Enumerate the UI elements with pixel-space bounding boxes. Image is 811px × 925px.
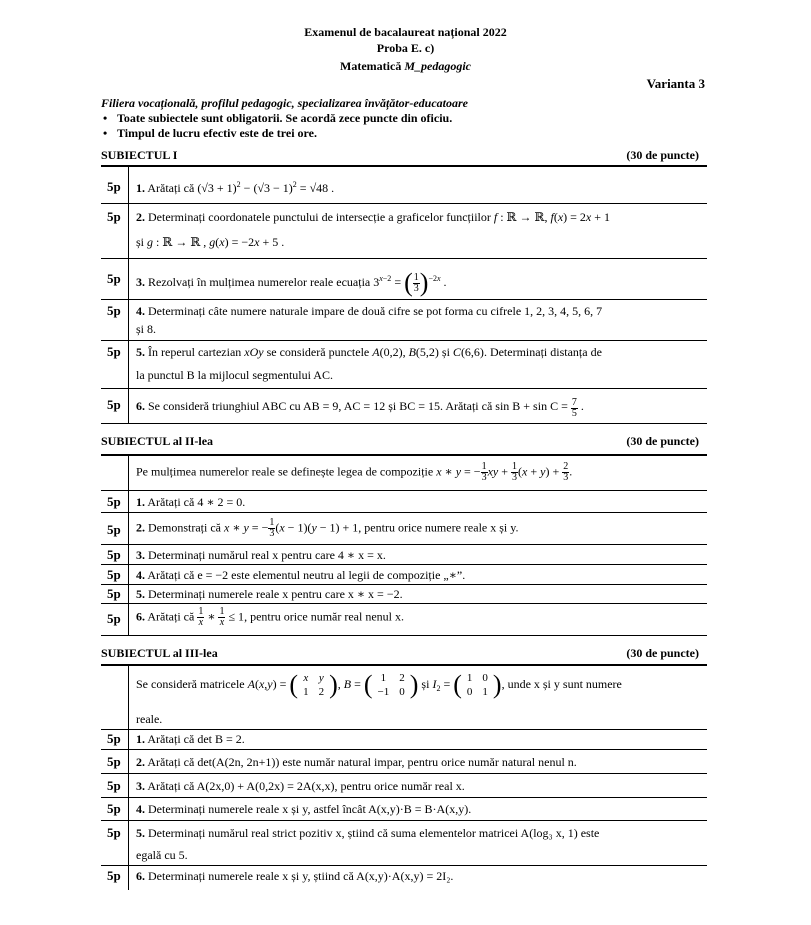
s2-q4-points: 5p	[107, 567, 121, 582]
filiera-text: Filiera vocațională, profilul pedagogic, specializarea învățător-educatoare	[101, 96, 468, 110]
subject-prefix: Matematică	[340, 59, 405, 73]
s1-q3: 3. Rezolvați în mulțimea numerelor reale ecuația $3^{x-2}$ = ( $\frac{1}{3}$ )$^{-2x}$ .	[136, 268, 447, 297]
s2-q1-num: 1.	[136, 495, 145, 509]
s3-intro-tail: , unde x și y sunt numere	[501, 676, 622, 691]
s2-rule-5	[101, 603, 707, 604]
s3-q1	[136, 732, 245, 747]
s2-rule-end	[101, 635, 707, 636]
s1-q1-formula: $(√3 + 1)^2 - (√3 - 1)^2 = √48$ .	[197, 180, 335, 195]
bullet-2-text: Timpul de lucru efectiv este de trei ore.	[117, 126, 317, 140]
s3-rule-4	[101, 820, 707, 821]
s1-q5-text: În reperul cartezian	[148, 345, 245, 359]
s2-q3	[136, 548, 386, 563]
s1-q6: 6. Se consideră triunghiul ABC cu AB = 9, AC = 12 și BC = 15. Arătați că sin B + sin C = $\frac{7}{5}$ .	[136, 397, 584, 419]
s2-q5-text: Determinați numerele reale x pentru care x ∗ x = −2.	[148, 587, 403, 601]
s1-q4	[136, 304, 602, 319]
s3-q1-text: Arătați că det B = 2.	[147, 732, 245, 746]
s2-q2-points: 5p	[107, 522, 121, 537]
s3-q3	[136, 779, 465, 794]
s1-q2-line2: și g : ℝ → ℝ , g(x) = −2x + 5 .	[136, 235, 285, 249]
s2-rule-0	[101, 490, 707, 491]
s2-q6: 6. Arătați că $\frac{1}{x}$ ∗ $\frac{1}{x}$ ≤ 1, pentru orice număr real nenul x.	[136, 606, 404, 628]
s1-q5-text-b: se consideră punctele	[263, 345, 373, 359]
s1-q5: 5. În reperul cartezian xOy se consideră punctele A(0,2), B(5,2) și C(6,6). Determinați distanța de	[136, 345, 602, 359]
s1-q5-text-c: . Determinați distanța de	[483, 345, 602, 359]
s2-rule-3	[101, 564, 707, 565]
s3-q5-num: 5.	[136, 826, 145, 840]
s2-q4	[136, 568, 465, 583]
s3-rule-0	[101, 729, 707, 730]
s1-q5-line2: la punctul B la mijlocul segmentului AC.	[136, 368, 333, 382]
s3-intro-text: Se consideră matricele	[136, 676, 248, 691]
s3-q2-points: 5p	[107, 754, 121, 769]
s2-q5-num: 5.	[136, 587, 145, 601]
matrix-B: ( 1 2 −1 0 )	[363, 670, 419, 699]
s3-rule-3	[101, 797, 707, 798]
s3-q4-text: Determinați numerele reale x și y, astfel încât A(x,y)·B = B·A(x,y).	[148, 802, 472, 816]
s1-q4-points: 5p	[107, 303, 121, 318]
s3-q6-text: Determinați numerele reale x și y, știind că A(x,y)·A(x,y) = 2I₂.	[148, 869, 454, 883]
section-2-title: SUBIECTUL al II-lea	[101, 434, 214, 448]
s1-q6-text: Se consideră triunghiul ABC cu AB = 9, AC = 12 și BC = 15. Arătați că sin B + sin C =	[148, 399, 571, 413]
s3-q5-points: 5p	[107, 825, 121, 840]
section-1-margin	[128, 166, 129, 423]
s2-rule-2	[101, 544, 707, 545]
s3-q4-points: 5p	[107, 801, 121, 816]
s3-q3-text: Arătați că A(2x,0) + A(0,2x) = 2A(x,x), pentru orice număr real x.	[147, 779, 465, 793]
s2-q6-num: 6.	[136, 609, 145, 624]
s3-intro: Se consideră matricele A(x,y) = ( x y 1 2 ), B = ( 1 2 −1 0 ) și $I_2$ = ( 1 0 0 1 ), unde x și y sunt numere	[136, 670, 622, 699]
section-1-title: SUBIECTUL I	[101, 148, 178, 162]
s1-rule-5	[101, 388, 707, 389]
s1-q2-f: f	[493, 210, 498, 224]
s3-q3-points: 5p	[107, 778, 121, 793]
s2-q1	[136, 495, 245, 510]
s2-q1-points: 5p	[107, 494, 121, 509]
section-2-header	[101, 434, 699, 449]
s2-q1-text: Arătați că 4 ∗ 2 = 0.	[147, 495, 246, 509]
s3-rule-5	[101, 865, 707, 866]
section-2-rule	[101, 454, 707, 456]
s3-q1-points: 5p	[107, 731, 121, 746]
s1-q5-points: 5p	[107, 344, 121, 359]
s3-rule-1	[101, 749, 707, 750]
s2-q2: 2. Demonstrați că x ∗ y = − $\frac{1}{3}$ (x − 1)(y − 1) + 1, pentru orice numere reale x și y.	[136, 517, 519, 539]
s3-q6-num: 6.	[136, 869, 145, 883]
subject-italic: M_pedagogic	[404, 59, 471, 73]
s1-q6-num: 6.	[136, 399, 145, 413]
s2-intro-text: Pe mulțimea numerelor reale se definește legea de compoziție	[136, 464, 437, 479]
section-3-title: SUBIECTUL al III-lea	[101, 646, 218, 660]
s2-q5	[136, 587, 403, 602]
s2-rule-1	[101, 512, 707, 513]
s1-q3-points: 5p	[107, 271, 121, 286]
matrix-A: ( x y 1 2 )	[289, 670, 338, 699]
section-2-points: (30 de puncte)	[626, 434, 699, 448]
s1-q2-line2-prefix: și	[136, 235, 148, 249]
s1-rule-end	[101, 423, 707, 424]
s1-rule-4	[101, 340, 707, 341]
s3-q2	[136, 755, 577, 770]
exam-title: Examenul de bacalaureat național 2022	[304, 25, 507, 39]
s1-rule-2	[101, 258, 707, 259]
s2-q6-text-b: , pentru orice număr real nenul x.	[244, 609, 404, 624]
section-3-header	[101, 646, 699, 661]
s3-q1-num: 1.	[136, 732, 145, 746]
s3-rule-2	[101, 773, 707, 774]
section-1-rule	[101, 165, 707, 167]
variant-label: Varianta 3	[646, 76, 705, 91]
s1-q3-text: Rezolvați în mulțimea numerelor reale ecuația	[148, 274, 374, 289]
s1-rule-1	[101, 203, 707, 204]
s1-q6-points: 5p	[107, 397, 121, 412]
s1-rule-3	[101, 299, 707, 300]
s1-q4-num: 4.	[136, 304, 145, 318]
s2-q3-points: 5p	[107, 547, 121, 562]
s3-q3-num: 3.	[136, 779, 145, 793]
s1-q1-text: Arătați că	[147, 181, 198, 195]
s2-q2-text-b: , pentru orice numere reale x și y.	[358, 520, 519, 535]
bullet-1: • Toate subiectele sunt obligatorii. Se acordă zece puncte din oficiu.	[103, 111, 453, 125]
bullet-2: • Timpul de lucru efectiv este de trei ore.	[103, 126, 317, 140]
s1-q2-num: 2.	[136, 210, 145, 224]
s1-q2-points: 5p	[107, 209, 121, 224]
s2-rule-4	[101, 584, 707, 585]
s2-q3-num: 3.	[136, 548, 145, 562]
exam-subject	[0, 59, 811, 74]
section-3-rule	[101, 664, 707, 666]
s2-q5-points: 5p	[107, 586, 121, 601]
s3-q5	[136, 826, 599, 841]
s1-q3-num: 3.	[136, 274, 145, 289]
s2-q2-text: Demonstrați că	[148, 520, 224, 535]
exam-proba: Proba E. c)	[376, 41, 435, 55]
s2-intro: Pe mulțimea numerelor reale se definește legea de compoziție x ∗ y = − $\frac{1}{3}$ xy + $\frac{1}{3}$ (x + y) + $\frac{2}{3}$ .	[136, 461, 573, 483]
s3-q6-points: 5p	[107, 868, 121, 883]
matrix-I2: ( 1 0 0 1 )	[453, 670, 502, 699]
s3-q4-num: 4.	[136, 802, 145, 816]
s1-q1	[136, 180, 334, 196]
s3-q6	[136, 869, 453, 884]
s2-q2-num: 2.	[136, 520, 145, 535]
bullet-1-text: Toate subiectele sunt obligatorii. Se acordă zece puncte din oficiu.	[117, 111, 453, 125]
section-1-points: (30 de puncte)	[626, 148, 699, 162]
s1-q2: 2. Determinați coordonatele punctului de intersecție a graficelor funcțiilor f : ℝ → ℝ, f(x) = 2x + 1	[136, 210, 611, 224]
s2-q4-text: Arătați că e = −2 este elementul neutru al legii de compoziție „∗”.	[147, 568, 466, 582]
s3-q5-text: Determinați numărul real strict pozitiv x, știind că suma elementelor matricei A(log₃ x, 1) este	[148, 826, 600, 840]
section-2-margin	[128, 455, 129, 635]
s1-q1-num: 1.	[136, 181, 145, 195]
s1-q1-points: 5p	[107, 179, 121, 194]
s1-q2-text: Determinați coordonatele punctului de intersecție a graficelor funcțiilor	[148, 210, 494, 224]
s2-q4-num: 4.	[136, 568, 145, 582]
s2-q3-text: Determinați numărul real x pentru care 4 ∗ x = x.	[148, 548, 386, 562]
section-3-margin	[128, 665, 129, 890]
s3-intro-line2: reale.	[136, 712, 163, 726]
s1-q5-num: 5.	[136, 345, 145, 359]
s1-q4-text: Determinați câte numere naturale impare de două cifre se pot forma cu cifrele 1, 2, 3, 4, 5, 6, 7	[148, 304, 603, 318]
s3-q2-num: 2.	[136, 755, 145, 769]
s3-q5-line2: egală cu 5.	[136, 848, 188, 862]
s2-q6-text: Arătați că	[147, 609, 198, 624]
s3-q2-text: Arătați că det(A(2n, 2n+1)) este număr natural impar, pentru orice număr natural nenul n.	[147, 755, 577, 769]
section-1-header	[101, 148, 699, 163]
section-3-points: (30 de puncte)	[626, 646, 699, 660]
s3-q4	[136, 802, 471, 817]
s1-q4-line2: și 8.	[136, 322, 157, 336]
s2-q6-points: 5p	[107, 611, 121, 626]
